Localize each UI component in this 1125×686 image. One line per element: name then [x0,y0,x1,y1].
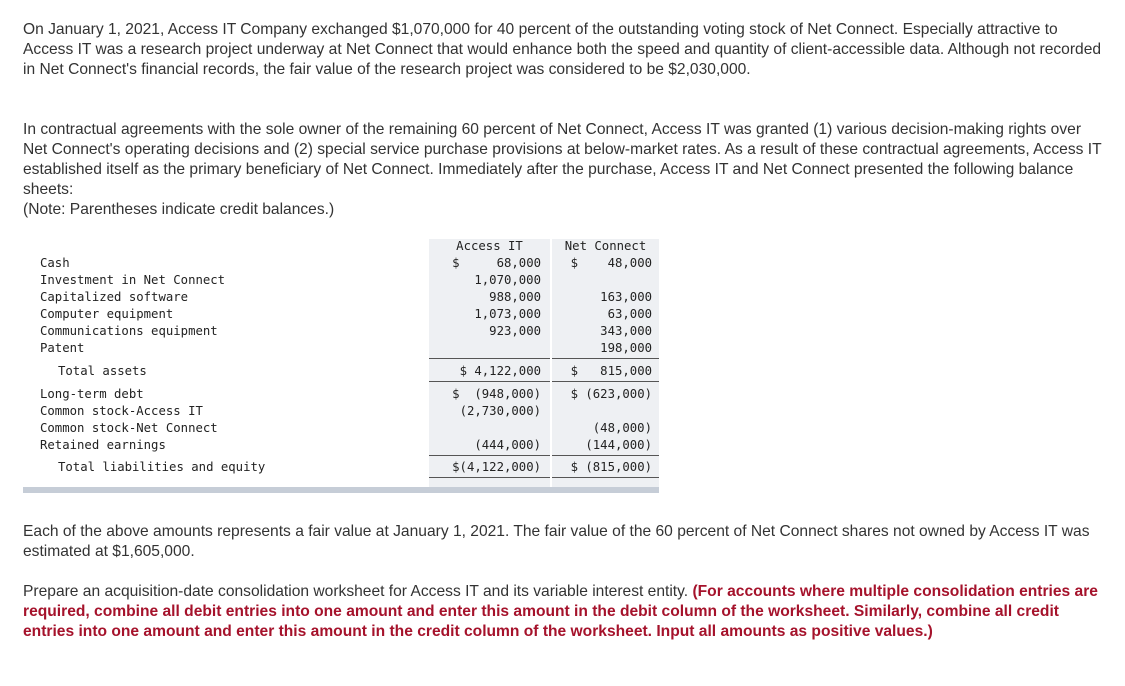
row-label-long-term-debt: Long-term debt [40,387,144,401]
contract-text: In contractual agreements with the sole owner of the remaining 60 percent of Net Connect, Access IT was granted (1) various decision-making rights over Net Connect's operating decisions and (2) special service purchase provisions at below-market rates. As a result of these contractual agreements, Access IT established itself as the primary beneficiary of Net Connect. Immediately after the purchase, Access IT and Net Connect presented the following balance sheets: [23,121,1102,198]
row-label-patent: Patent [40,341,85,355]
total-le-access-it: $(4,122,000) [452,460,541,474]
liab-rule-net-connect [552,455,659,456]
row-label-cash: Cash [40,256,70,270]
debt-access-it: $ (948,000) [452,387,541,401]
liab-rule-access-it [429,455,550,456]
total-assets-access-it: $ 4,122,000 [459,364,541,378]
subtotal-rule-net-connect [552,358,659,359]
problem-paragraph-2 [23,120,1103,220]
investment-access-it: 1,070,000 [474,273,541,287]
row-label-computer-equipment: Computer equipment [40,307,174,321]
computer-access-it: 1,073,000 [474,307,541,321]
problem-paragraph-1: On January 1, 2021, Access IT Company exchanged $1,070,000 for 40 percent of the outstanding voting stock of Net Connect. Especially attractive to Access IT was a research project underway at Net Connect that would enhance both the speed and quantity of client-accessible data. Although not recorded in Net Connect's financial records, the fair value of the research project was considered to be $2,030,000. [23,21,1102,78]
instructions-text: Prepare an acquisition-date consolidation worksheet for Access IT and its variable interest entity. [23,583,693,600]
debt-net-connect: $ (623,000) [570,387,652,401]
balance-sheet-table [23,237,659,494]
row-label-capitalized-software: Capitalized software [40,290,189,304]
re-access-it: (444,000) [474,438,541,452]
row-label-communications-equipment: Communications equipment [40,324,218,338]
software-net-connect: 163,000 [600,290,652,304]
table-bottom-bar [23,487,659,493]
cash-access-it: $ 68,000 [452,256,541,270]
col-header-net-connect: Net Connect [564,239,647,253]
total-rule-access-it [429,381,550,382]
communications-access-it: 923,000 [489,324,541,338]
row-label-common-stock-access-it: Common stock-Access IT [40,404,203,418]
total-le-net-connect: $ (815,000) [570,460,652,474]
cs-net-connect-net-connect: (48,000) [592,421,652,435]
row-label-retained-earnings: Retained earnings [40,438,166,452]
total-rule-net-connect [552,381,659,382]
col-header-access-it: Access IT [456,239,523,253]
row-label-investment: Investment in Net Connect [40,273,226,287]
patent-net-connect: 198,000 [600,341,652,355]
subtotal-rule-access-it [429,358,550,359]
re-net-connect: (144,000) [585,438,652,452]
communications-net-connect: 343,000 [600,324,652,338]
row-label-common-stock-net-connect: Common stock-Net Connect [40,421,218,435]
computer-net-connect: 63,000 [607,307,652,321]
instructions-paragraph [23,582,1103,642]
final-rule-net-connect [552,477,659,478]
total-assets-net-connect: $ 815,000 [570,364,652,378]
cs-access-it-access-it: (2,730,000) [459,404,541,418]
final-rule-access-it [429,477,550,478]
instructions-emphasis: (For accounts where multiple consolidation entries are required, combine all debit entries into one amount and enter this amount in the debit column of the worksheet. Similarly, combine all credit entries into one amount and enter this amount in the credit column of the worksheet. Input all amounts as positive values.) [23,583,1098,640]
fair-value-paragraph: Each of the above amounts represents a fair value at January 1, 2021. The fair value of the 60 percent of Net Connect shares not owned by Access IT was estimated at $1,605,000. [23,523,1090,560]
row-label-total-assets: Total assets [58,364,147,378]
cash-net-connect: $ 48,000 [570,256,652,270]
credit-note: (Note: Parentheses indicate credit balances.) [23,201,335,218]
row-label-total-liabilities-equity: Total liabilities and equity [58,460,266,474]
software-access-it: 988,000 [489,290,541,304]
